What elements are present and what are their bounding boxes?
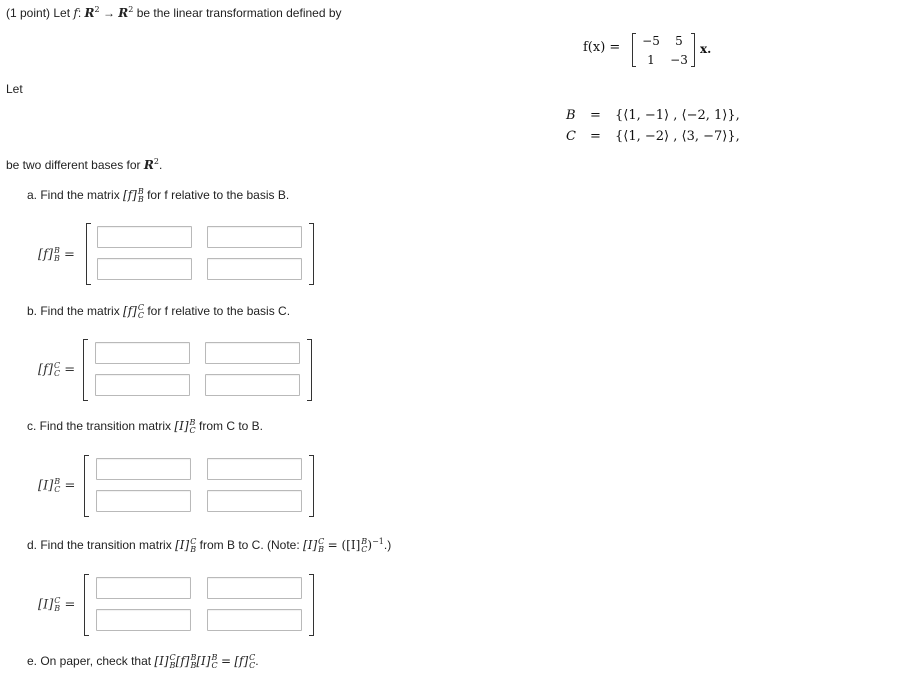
problem-statement — [6, 6, 342, 20]
part-c-input-r2c1[interactable] — [96, 490, 191, 512]
part-e-s2-sub: B — [190, 661, 197, 670]
basis-c-name: C — [566, 129, 576, 144]
part-d-question — [27, 538, 391, 554]
part-c-input-r1c1[interactable] — [96, 458, 191, 480]
basis-b-value: {⟨1, −1⟩ , ⟨−2, 1⟩}, — [615, 108, 740, 123]
part-b-lhs-scripts — [54, 362, 60, 378]
part-b-prefix: b. Find the matrix — [27, 304, 120, 319]
part-d-lhs-sup: C — [54, 596, 61, 605]
part-c-input-r1c2[interactable] — [207, 458, 302, 480]
part-a-suffix: for f relative to the basis B. — [147, 188, 290, 203]
bases-note-period: . — [158, 158, 163, 172]
part-e-i3: [I] — [196, 654, 211, 669]
formula-rhs: x. — [700, 42, 712, 56]
part-d-lhs-sub: B — [54, 604, 61, 613]
arrow-symbol: → — [102, 6, 115, 20]
part-a-input-r2c1[interactable] — [97, 258, 192, 280]
part-d-right-bracket — [309, 574, 314, 636]
part-a-eq: = — [64, 247, 75, 263]
intro-let: Let — [53, 6, 71, 20]
part-a-input-r2c2[interactable] — [207, 258, 302, 280]
part-d-left-bracket — [84, 574, 89, 636]
part-e-s1-sup: C — [169, 653, 176, 662]
part-e-f2: [f] — [175, 654, 190, 669]
intro-text: be the linear transformation defined by — [136, 6, 342, 20]
bases-note — [6, 158, 162, 172]
part-c-prefix: c. Find the transition matrix — [27, 419, 172, 434]
part-b-scripts — [138, 304, 144, 320]
part-d-sub: B — [190, 545, 197, 554]
function-symbol: f — [73, 6, 78, 20]
part-d-note-sup2: B — [361, 537, 368, 546]
part-b-lhs-sub: C — [53, 369, 61, 378]
part-c-lhs-scripts — [54, 478, 60, 494]
part-d-eq: = — [64, 597, 76, 613]
part-e-s3-sup: B — [211, 653, 218, 662]
part-c-input-r2c2[interactable] — [207, 490, 302, 512]
part-b-left-bracket — [83, 339, 88, 401]
colon: : — [77, 6, 85, 20]
part-a-scripts — [138, 188, 144, 204]
part-d-note-close: ) — [367, 538, 373, 553]
part-d-lhs — [38, 597, 75, 613]
part-e-s3-sub: C — [211, 661, 218, 670]
part-c-right-bracket — [309, 455, 314, 517]
bases-note-space: R — [143, 158, 154, 172]
part-d-scripts — [190, 538, 196, 554]
domain-space: R — [84, 6, 95, 20]
part-e-prefix: e. On paper, check that — [27, 654, 152, 669]
part-b-input-r1c1[interactable] — [95, 342, 190, 364]
part-e-i1: [I] — [154, 654, 169, 669]
codomain-space: R — [118, 6, 129, 20]
part-a-lhs-sup: B — [53, 246, 60, 255]
part-a-input-r1c2[interactable] — [207, 226, 302, 248]
part-e-eq: = — [220, 654, 231, 669]
codomain-exponent: 2 — [128, 5, 134, 14]
bases-note-exponent: 2 — [153, 157, 159, 166]
part-d-input-r1c1[interactable] — [96, 577, 191, 599]
part-c-symbol: [I] — [174, 419, 189, 434]
part-e-end: . — [255, 654, 259, 669]
part-c-lhs-sub: C — [54, 485, 61, 494]
part-c-scripts — [190, 419, 196, 435]
formula-lhs: f(x) = — [583, 40, 621, 55]
part-a-question — [27, 188, 289, 204]
part-b-lhs — [38, 362, 75, 378]
part-d-lhs-symbol: [I] — [38, 597, 54, 613]
part-e-f4: [f] — [234, 654, 249, 669]
part-c-question — [27, 419, 263, 435]
basis-b-name: B — [566, 108, 576, 123]
formula-left-bracket — [632, 33, 636, 67]
part-b-input-r1c2[interactable] — [205, 342, 300, 364]
part-d-lhs-scripts — [54, 597, 60, 613]
part-b-suffix: for f relative to the basis C. — [147, 304, 291, 319]
part-e-s1-sub: B — [169, 661, 176, 670]
let-label: Let — [6, 82, 23, 96]
part-d-suffix: from B to C. (Note: — [199, 538, 300, 553]
part-b-sub: C — [137, 311, 144, 320]
part-e-s4-sup: C — [249, 653, 256, 662]
formula-m11: −5 — [642, 34, 660, 48]
basis-b-eq: = — [590, 108, 601, 123]
part-c-lhs-sup: B — [54, 477, 61, 486]
bases-note-text: be two different bases for — [6, 158, 141, 172]
formula-m21: 1 — [647, 53, 655, 67]
part-d-note-sup: C — [318, 537, 325, 546]
part-c-eq: = — [64, 478, 76, 494]
part-c-lhs-symbol: [I] — [38, 478, 54, 494]
part-d-note-exponent: −1 — [372, 537, 384, 547]
part-b-lhs-sup: C — [53, 361, 61, 370]
part-d-input-r2c1[interactable] — [96, 609, 191, 631]
part-e-s2-sup: B — [190, 653, 197, 662]
part-a-input-r1c1[interactable] — [97, 226, 192, 248]
part-a-left-bracket — [86, 223, 91, 285]
part-e-s4-sub: C — [249, 661, 256, 670]
part-d-input-r1c2[interactable] — [207, 577, 302, 599]
part-a-lhs-scripts — [54, 247, 60, 263]
part-c-left-bracket — [84, 455, 89, 517]
part-d-prefix: d. Find the transition matrix — [27, 538, 172, 553]
part-b-input-r2c1[interactable] — [95, 374, 190, 396]
part-d-note-symbol: [I] — [303, 538, 318, 553]
part-d-note-end: .) — [383, 538, 392, 553]
part-a-lhs-sub: B — [53, 254, 60, 263]
part-d-input-r2c2[interactable] — [207, 609, 302, 631]
part-c-lhs — [38, 478, 75, 494]
part-c-sup: B — [189, 418, 196, 427]
part-e-text — [27, 654, 259, 670]
part-a-lhs — [38, 247, 75, 263]
part-d-note-sub2: C — [361, 545, 368, 554]
part-b-symbol: [f] — [123, 304, 137, 319]
part-b-input-r2c2[interactable] — [205, 374, 300, 396]
part-a-lhs-symbol: [f] — [38, 247, 53, 263]
domain-exponent: 2 — [94, 5, 100, 14]
part-d-note-sub: B — [318, 545, 325, 554]
formula-m12: 5 — [675, 34, 683, 48]
part-a-sup: B — [137, 187, 144, 196]
part-a-sub: B — [137, 195, 144, 204]
part-e-s3 — [211, 654, 217, 670]
points-label: (1 point) — [6, 6, 51, 20]
part-d-note-rest: = ([I] — [327, 538, 361, 553]
formula-right-bracket — [691, 33, 695, 67]
part-c-suffix: from C to B. — [198, 419, 263, 434]
part-a-right-bracket — [309, 223, 314, 285]
part-c-sub: C — [189, 426, 196, 435]
part-a-symbol: [f] — [123, 188, 137, 203]
part-b-right-bracket — [307, 339, 312, 401]
part-d-note-scripts — [318, 538, 324, 554]
part-b-sup: C — [137, 303, 144, 312]
part-d-sup: C — [190, 537, 197, 546]
part-b-question — [27, 304, 290, 320]
part-a-prefix: a. Find the matrix — [27, 188, 120, 203]
basis-c-eq: = — [590, 129, 601, 144]
part-b-lhs-symbol: [f] — [38, 362, 53, 378]
basis-c-value: {⟨1, −2⟩ , ⟨3, −7⟩}, — [615, 129, 740, 144]
formula-m22: −3 — [670, 53, 688, 67]
part-b-eq: = — [64, 362, 76, 378]
part-d-symbol: [I] — [175, 538, 190, 553]
